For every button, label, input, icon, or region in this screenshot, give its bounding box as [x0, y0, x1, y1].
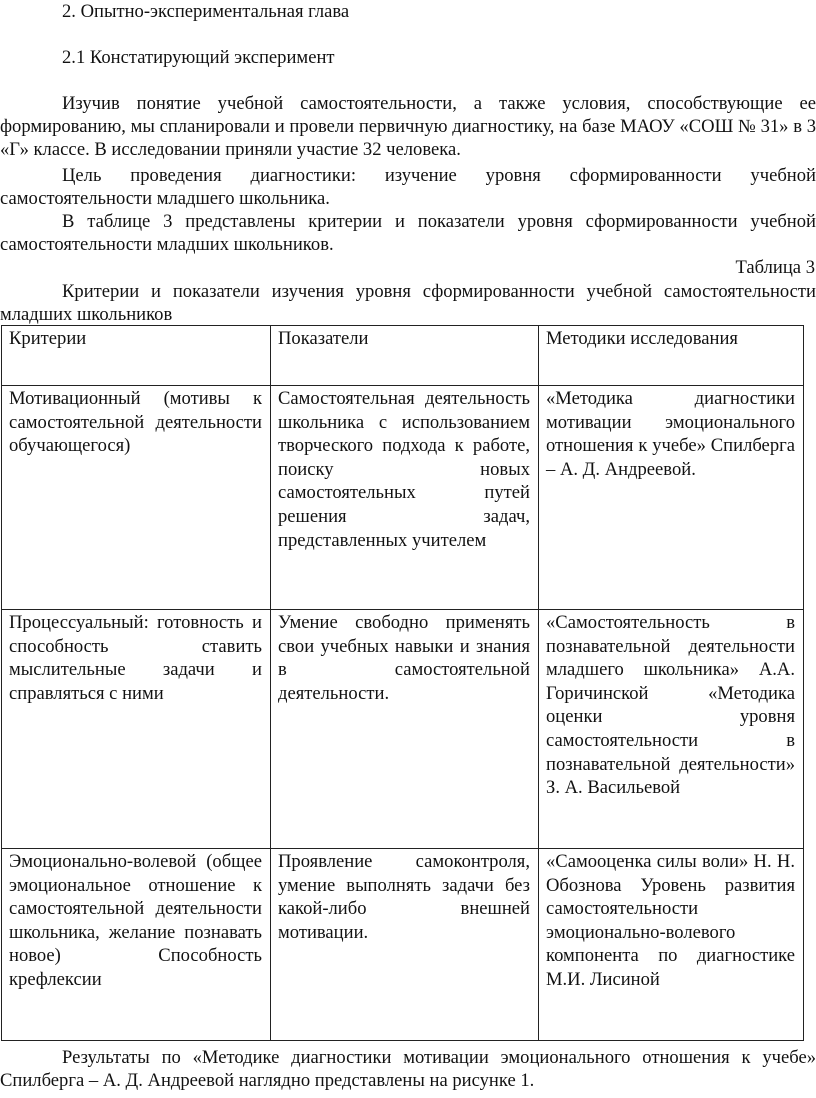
table-header-row — [2, 326, 804, 386]
table-cell: «Самооценка силы воли» Н. Н. Обознова Уровень развития самостоятельности эмоционально-волевого компонента по диагностике М.И. Лисиной — [539, 849, 804, 1041]
table-row — [2, 849, 804, 1041]
chapter-heading: 2. Опытно-экспериментальная глава — [62, 1, 350, 22]
criteria-table — [1, 325, 804, 1041]
table-cell: «Самостоятельность в познавательной деятельности младшего школьника» А.А. Горичинской «Методика оценки уровня самостоятельности в познавательной деятельности» З. А. Васильевой — [539, 610, 804, 849]
intro-paragraph: Изучив понятие учебной самостоятельности, а также условия, способствующие ее формированию, мы спланировали и провели первичную диагностику, на базе МАОУ «СОШ № 31» в 3 «Г» классе. В исследовании приняли участие 32 человека. — [0, 93, 816, 160]
header-methods: Методики исследования — [539, 326, 804, 386]
header-indicators: Показатели — [271, 326, 539, 386]
table-cell: Умение свободно применять свои учебных навыки и знания в самостоятельной деятельности. — [271, 610, 539, 849]
goal-paragraph: Цель проведения диагностики: изучение уровня сформированности учебной самостоятельности младшего школьника. — [0, 165, 816, 209]
table-cell: Проявление самоконтроля, умение выполнять задачи без какой-либо внешней мотивации. — [271, 849, 539, 1041]
table-cell: Эмоционально-волевой (общее эмоциональное отношение к самостоятельной деятельности школьника, желание познавать новое) Способность крефлексии — [2, 849, 271, 1041]
table-row — [2, 386, 804, 610]
table-cell: Самостоятельная деятельность школьника с использованием творческого подхода к работе, поиску новых самостоятельных путей решения задач, представленных учителем — [271, 386, 539, 610]
table-cell: Мотивационный (мотивы к самостоятельной деятельности обучающегося) — [2, 386, 271, 610]
section-heading: 2.1 Констатирующий эксперимент — [62, 47, 335, 68]
table-caption: Критерии и показатели изучения уровня сформированности учебной самостоятельности младших школьников — [0, 281, 816, 325]
table-label: Таблица 3 — [735, 257, 815, 278]
header-criteria: Критерии — [2, 326, 271, 386]
table-intro-paragraph: В таблице 3 представлены критерии и показатели уровня сформированности учебной самостоятельности младших школьников. — [0, 211, 816, 255]
table-row — [2, 610, 804, 849]
table-cell: «Методика диагностики мотивации эмоционального отношения к учебе» Спилберга – А. Д. Андреевой. — [539, 386, 804, 610]
closing-paragraph: Результаты по «Методике диагностики мотивации эмоционального отношения к учебе» Спилберга – А. Д. Андреевой наглядно представлены на рисунке 1. — [0, 1047, 816, 1091]
table-cell: Процессуальный: готовность и способность ставить мыслительные задачи и справляться с ними — [2, 610, 271, 849]
